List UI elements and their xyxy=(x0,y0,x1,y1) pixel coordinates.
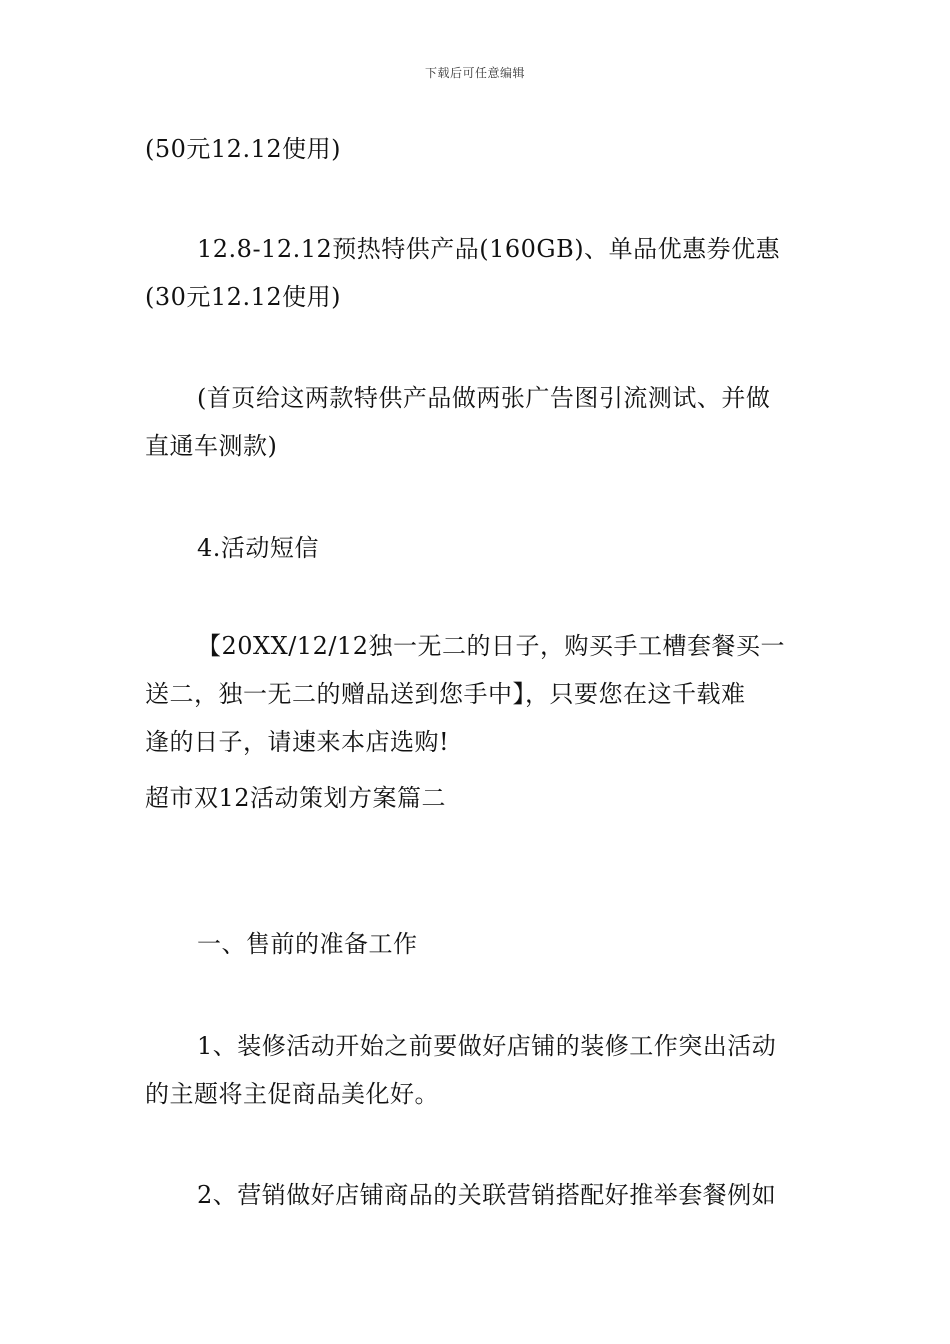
paragraph-homepage-ads xyxy=(145,374,807,470)
text-line: 【20XX/12/12独一无二的日子，购买手工槽套餐买一 xyxy=(197,632,785,660)
text-line: 的主题将主促商品美化好。 xyxy=(145,1080,439,1108)
text-line: 直通车测款) xyxy=(145,432,278,460)
paragraph-coupon-50 xyxy=(145,125,807,173)
paragraph-sms-content xyxy=(145,622,807,766)
text-line: 2、营销做好店铺商品的关联营销搭配好推举套餐例如 xyxy=(197,1181,777,1209)
text-line: 12.8-12.12预热特供产品(160GB)、单品优惠券优惠 xyxy=(197,235,781,263)
text-line: 1、装修活动开始之前要做好店铺的装修工作突出活动 xyxy=(197,1032,777,1060)
text-line: (首页给这两款特供产品做两张广告图引流测试、并做 xyxy=(197,384,771,412)
section-title xyxy=(145,774,807,822)
text-line: 一、售前的准备工作 xyxy=(197,930,418,958)
paragraph-decoration xyxy=(145,1022,807,1118)
paragraph-preheat-product xyxy=(145,225,807,321)
paragraph-presale-heading xyxy=(145,920,807,968)
page-header: 下载后可任意编辑 xyxy=(424,66,525,80)
text-line: 逢的日子，请速来本店选购! xyxy=(145,728,450,756)
paragraph-marketing xyxy=(145,1171,807,1219)
text-line: 超市双12活动策划方案篇二 xyxy=(145,784,447,812)
text-line: (50元12.12使用) xyxy=(145,135,341,163)
paragraph-sms-heading xyxy=(145,524,807,572)
text-line: 送二，独一无二的赠品送到您手中】，只要您在这千载难 xyxy=(145,680,746,708)
text-line: 4.活动短信 xyxy=(197,534,319,562)
text-line: (30元12.12使用) xyxy=(145,283,341,311)
